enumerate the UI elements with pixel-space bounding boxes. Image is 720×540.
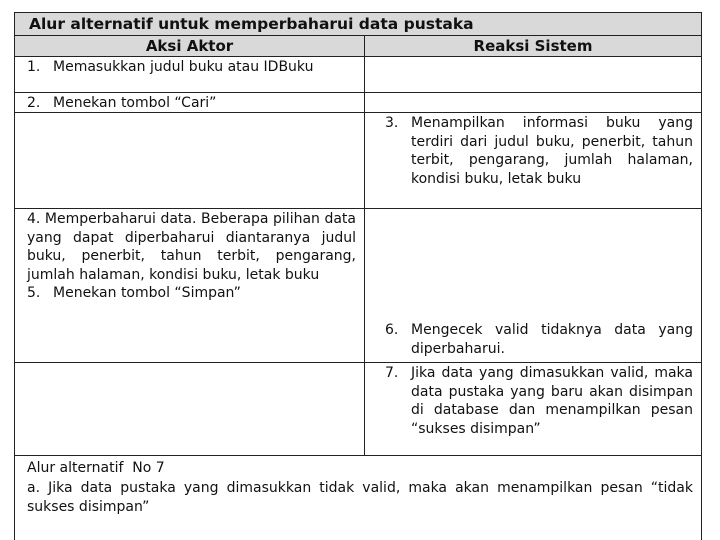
system-cell (365, 209, 701, 362)
table-row (15, 93, 701, 113)
table-row (15, 113, 701, 209)
step-number: 5. (27, 285, 41, 301)
system-cell (365, 113, 701, 208)
step-number: 7. (385, 365, 399, 381)
step-number: 1. (27, 59, 41, 75)
document-title: Alur alternatif untuk memperbaharui data pustaka (15, 13, 701, 36)
step-text: Mengecek valid tidaknya data yang diperbaharui. (411, 322, 693, 357)
step-text: Memasukkan judul buku atau IDBuku (53, 59, 314, 75)
actor-cell (15, 57, 365, 92)
step-text: Jika data yang dimasukkan valid, maka data pustaka yang baru akan disimpan di database dan menampilkan pesan “sukses disimpan” (411, 365, 693, 437)
step-number: 3. (385, 115, 399, 131)
step-1 (27, 58, 356, 77)
alternative-flow-heading: Alur alternatif No 7 (27, 460, 165, 476)
system-cell (365, 57, 701, 92)
step-4: 4. Memperbaharui data. Beberapa pilihan data yang dapat diperbaharui diantaranya judul buku, penerbit, tahun terbit, pengarang, jumlah halaman, kondisi buku, letak buku (27, 211, 356, 283)
header-actor-action: Aksi Aktor (15, 36, 365, 56)
step-7 (385, 364, 693, 438)
step-5 (27, 284, 356, 303)
step-text: Menekan tombol “Simpan” (53, 285, 241, 301)
step-number: 2. (27, 95, 41, 111)
step-2 (27, 94, 356, 113)
use-case-document (14, 12, 702, 540)
step-3 (385, 114, 693, 188)
actor-cell (15, 363, 365, 455)
actor-cell (15, 209, 365, 362)
table-row (15, 209, 701, 363)
table-header-row (15, 36, 701, 57)
system-cell (365, 363, 701, 455)
actor-cell (15, 113, 365, 208)
step-text: Menampilkan informasi buku yang terdiri dari judul buku, penerbit, tahun terbit, pengarang, jumlah halaman, kondisi buku, letak buku (411, 115, 693, 187)
table-row (15, 57, 701, 93)
table-row (15, 363, 701, 456)
system-cell (365, 93, 701, 112)
alternative-flow-item: a. Jika data pustaka yang dimasukkan tidak valid, maka akan menampilkan pesan “tidak sukses disimpan” (27, 479, 693, 515)
header-system-reaction: Reaksi Sistem (473, 37, 593, 55)
step-text: Menekan tombol “Cari” (53, 95, 217, 111)
alternative-flow-section (15, 456, 701, 518)
step-number: 6. (385, 322, 399, 338)
step-6 (385, 321, 693, 358)
actor-cell (15, 93, 365, 112)
